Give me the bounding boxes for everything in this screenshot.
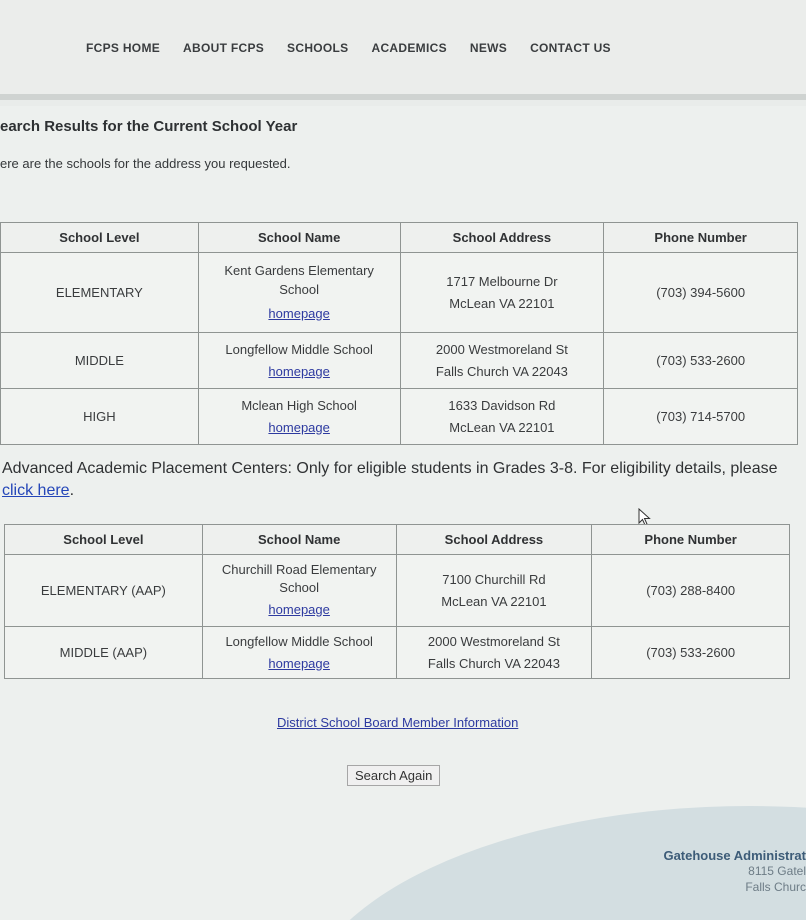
- school-address-cell: [396, 627, 592, 679]
- footer-street: 8115 Gatel: [748, 864, 806, 878]
- school-street: 1717 Melbourne Dr: [446, 273, 558, 289]
- footer-org-name: Gatehouse Administrat: [663, 848, 806, 863]
- main-content: [0, 106, 806, 920]
- school-city: McLean VA 22101: [441, 593, 547, 609]
- school-name: Longfellow Middle School: [225, 633, 373, 649]
- column-header-level: School Level: [5, 525, 203, 555]
- school-address-cell: [400, 389, 604, 445]
- school-address-cell: [400, 333, 604, 389]
- school-street: 2000 Westmoreland St: [427, 633, 560, 649]
- school-name-cell: [198, 333, 400, 389]
- school-name-cell: [198, 389, 400, 445]
- school-level: MIDDLE (AAP): [5, 627, 203, 679]
- table-header-row: [5, 525, 790, 555]
- school-level: ELEMENTARY: [1, 253, 199, 333]
- school-level: HIGH: [1, 389, 199, 445]
- table-row: [1, 389, 798, 445]
- table-row: [1, 253, 798, 333]
- nav-contact-us[interactable]: CONTACT US: [530, 41, 611, 55]
- nav-fcps-home[interactable]: FCPS HOME: [86, 41, 161, 55]
- column-header-name: School Name: [198, 223, 400, 253]
- column-header-address: School Address: [400, 223, 604, 253]
- footer-address: [663, 848, 806, 895]
- school-phone: (703) 533-2600: [592, 627, 790, 679]
- school-address-cell: [396, 555, 592, 627]
- nav-academics[interactable]: ACADEMICS: [371, 41, 447, 55]
- nav-schools[interactable]: SCHOOLS: [287, 41, 349, 55]
- table-row: [1, 333, 798, 389]
- school-level: MIDDLE: [1, 333, 199, 389]
- school-phone: (703) 394-5600: [604, 253, 798, 333]
- school-phone: (703) 714-5700: [604, 389, 798, 445]
- column-header-phone: Phone Number: [592, 525, 790, 555]
- search-again-button[interactable]: Search Again: [347, 765, 440, 786]
- aap-note: [2, 458, 792, 502]
- aap-click-here-link[interactable]: click here: [2, 482, 70, 499]
- school-name: Longfellow Middle School: [225, 341, 373, 357]
- school-name: Churchill Road Elementary School: [221, 561, 377, 595]
- school-street: 7100 Churchill Rd: [442, 571, 546, 587]
- school-level: ELEMENTARY (AAP): [5, 555, 203, 627]
- schools-table: [0, 222, 798, 445]
- table-header-row: [1, 223, 798, 253]
- school-phone: (703) 533-2600: [604, 333, 798, 389]
- school-name-cell: [202, 627, 396, 679]
- table-row: [5, 555, 790, 627]
- school-name-cell: [198, 253, 400, 333]
- aap-note-suffix: .: [69, 482, 75, 499]
- school-name: Mclean High School: [241, 397, 357, 413]
- nav-news[interactable]: NEWS: [469, 41, 508, 55]
- main-nav: [86, 41, 634, 55]
- footer-city: Falls Churc: [745, 880, 806, 894]
- aap-note-text: Advanced Academic Placement Centers: Only for eligible students in Grades 3-8. For eligibility details, please: [2, 460, 778, 477]
- page-title: earch Results for the Current School Year: [0, 118, 298, 135]
- column-header-phone: Phone Number: [604, 223, 798, 253]
- school-city: Falls Church VA 22043: [427, 655, 560, 671]
- school-board-info-link[interactable]: District School Board Member Information: [277, 715, 519, 730]
- table-row: [5, 627, 790, 679]
- nav-about-fcps[interactable]: ABOUT FCPS: [183, 41, 265, 55]
- aap-schools-table: [4, 524, 790, 679]
- school-street: 2000 Westmoreland St: [435, 341, 568, 357]
- homepage-link[interactable]: homepage: [268, 419, 330, 435]
- column-header-level: School Level: [1, 223, 199, 253]
- school-address-cell: [400, 253, 604, 333]
- school-name: Kent Gardens Elementary School: [224, 262, 374, 297]
- school-city: McLean VA 22101: [449, 419, 555, 435]
- school-city: Falls Church VA 22043: [435, 363, 568, 379]
- homepage-link[interactable]: homepage: [268, 601, 330, 617]
- school-name-cell: [202, 555, 396, 627]
- top-navigation-bar: [0, 0, 806, 100]
- school-phone: (703) 288-8400: [592, 555, 790, 627]
- school-city: McLean VA 22101: [449, 295, 555, 311]
- school-street: 1633 Davidson Rd: [448, 397, 556, 413]
- homepage-link[interactable]: homepage: [268, 305, 330, 321]
- homepage-link[interactable]: homepage: [268, 363, 330, 379]
- column-header-address: School Address: [396, 525, 592, 555]
- intro-text: ere are the schools for the address you requested.: [0, 156, 291, 171]
- homepage-link[interactable]: homepage: [268, 655, 330, 671]
- column-header-name: School Name: [202, 525, 396, 555]
